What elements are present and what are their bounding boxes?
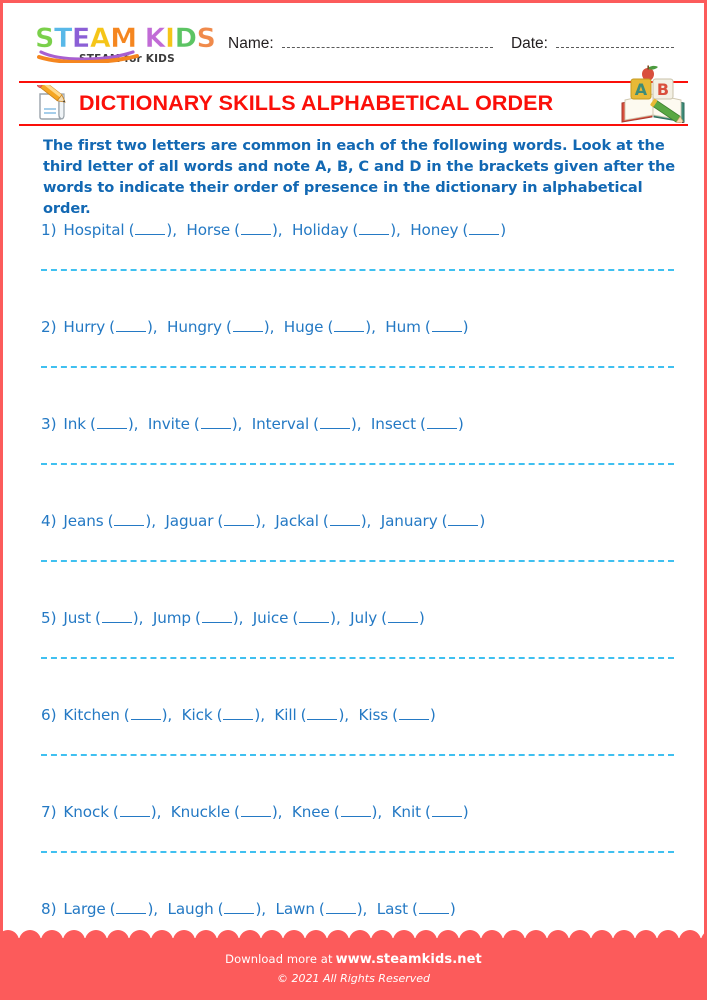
question-word: Honey	[410, 221, 459, 239]
question-word: Just	[63, 609, 91, 627]
answer-blank[interactable]	[135, 223, 165, 235]
answer-blank[interactable]	[307, 708, 337, 720]
scallop-edge	[3, 929, 707, 949]
bracket-close: ),	[350, 415, 371, 433]
answer-blank[interactable]	[432, 320, 462, 332]
name-date-fields	[228, 25, 704, 53]
footer-site-link[interactable]: www.steamkids.net	[335, 952, 482, 967]
logo-letter-d-7: D	[174, 23, 197, 54]
answer-blank[interactable]	[326, 902, 356, 914]
logo-swoosh-icon	[37, 49, 228, 60]
answer-blank[interactable]	[201, 417, 231, 429]
question-word: January	[380, 512, 438, 530]
logo-letter-t-1: T	[53, 23, 72, 54]
bracket-close: ),	[365, 318, 386, 336]
question-word: Jeans	[63, 512, 104, 530]
date-label: Date:	[510, 35, 548, 52]
logo-letter-i-6: I	[165, 23, 175, 54]
answer-blank[interactable]	[399, 708, 429, 720]
question-number: 6)	[41, 706, 57, 724]
questions-list	[3, 213, 704, 989]
question-row	[3, 310, 704, 407]
question-word: Hungry	[167, 318, 222, 336]
bracket-close: ),	[271, 803, 292, 821]
answer-blank[interactable]	[102, 611, 132, 623]
logo-letter-s-8: S	[196, 23, 216, 54]
page-title: DICTIONARY SKILLS ALPHABETICAL ORDER	[79, 90, 554, 115]
bracket-open: (	[318, 900, 325, 918]
answer-blank[interactable]	[131, 708, 161, 720]
question-word: Invite	[147, 415, 190, 433]
bracket-close: ),	[231, 415, 252, 433]
question-word: Hurry	[63, 318, 106, 336]
question-number: 3)	[41, 415, 57, 433]
bracket-close: ),	[371, 803, 392, 821]
bracket-open: (	[292, 609, 299, 627]
question-number: 1)	[41, 221, 57, 239]
question-number: 8)	[41, 900, 57, 918]
question-word: Knuckle	[170, 803, 230, 821]
answer-blank[interactable]	[330, 514, 360, 526]
bracket-close: ),	[145, 512, 166, 530]
question-word: Knock	[63, 803, 109, 821]
bracket-close: ),	[146, 318, 167, 336]
bracket-open: (	[234, 803, 240, 821]
answer-blank[interactable]	[432, 805, 462, 817]
question-line	[41, 803, 684, 821]
svg-text:B: B	[656, 80, 670, 99]
question-word: Knee	[291, 803, 330, 821]
bracket-close: )	[479, 512, 486, 530]
question-word: Kick	[181, 706, 213, 724]
question-word: Laugh	[167, 900, 214, 918]
bracket-close: )	[449, 900, 456, 918]
bracket-close: ),	[127, 415, 148, 433]
bracket-open: (	[462, 221, 469, 239]
instructions-text: The first two letters are common in each of the following words. Look at the third letter of all words and note A, B, C and D in the brackets given after the words to indicate their order of presence in the dictionary in alphabetical order.	[43, 137, 676, 217]
bracket-close: )	[462, 803, 469, 821]
abc-book-icon	[618, 65, 690, 123]
question-row	[3, 407, 704, 504]
bracket-close: ),	[150, 803, 171, 821]
question-number: 4)	[41, 512, 57, 530]
question-row	[3, 504, 704, 601]
bracket-close: ),	[161, 706, 182, 724]
logo-letter-k-5: K	[144, 23, 166, 54]
question-number: 2)	[41, 318, 57, 336]
logo-wordmark	[35, 25, 228, 52]
question-word: Jackal	[275, 512, 319, 530]
question-separator	[41, 851, 674, 853]
question-separator	[41, 657, 674, 659]
name-input[interactable]	[282, 36, 493, 48]
bracket-close: )	[457, 415, 464, 433]
answer-blank[interactable]	[320, 417, 350, 429]
bracket-open: (	[381, 609, 387, 627]
question-line	[41, 609, 684, 627]
answer-blank[interactable]	[359, 223, 389, 235]
answer-blank[interactable]	[341, 805, 371, 817]
question-word: Horse	[186, 221, 231, 239]
answer-blank[interactable]	[241, 223, 271, 235]
worksheet-header	[3, 25, 704, 77]
logo-letter-e-2: E	[71, 23, 90, 54]
question-row	[3, 698, 704, 795]
question-row	[3, 213, 704, 310]
question-word: Hospital	[63, 221, 125, 239]
bracket-close: ),	[330, 609, 351, 627]
bracket-open: (	[424, 318, 431, 336]
bracket-open: (	[441, 512, 448, 530]
question-word: Kitchen	[63, 706, 120, 724]
steam-kids-logo	[3, 25, 228, 65]
date-input[interactable]	[556, 36, 674, 48]
bracket-open: (	[234, 221, 240, 239]
question-row	[3, 795, 704, 892]
name-label: Name:	[228, 35, 274, 52]
bracket-open: (	[352, 221, 359, 239]
answer-blank[interactable]	[427, 417, 457, 429]
question-word: Interval	[251, 415, 310, 433]
bracket-close: ),	[255, 512, 276, 530]
bracket-open: (	[225, 318, 232, 336]
bracket-close: ),	[254, 706, 275, 724]
bracket-close: )	[462, 318, 469, 336]
question-number: 5)	[41, 609, 57, 627]
bracket-close: ),	[166, 221, 187, 239]
bracket-close: ),	[271, 221, 292, 239]
logo-letter-s-0: S	[35, 23, 54, 54]
bracket-open: (	[194, 609, 201, 627]
bracket-close: ),	[255, 900, 276, 918]
question-word: Ink	[63, 415, 86, 433]
answer-blank[interactable]	[120, 805, 150, 817]
answer-blank[interactable]	[116, 320, 146, 332]
question-word: Kill	[274, 706, 297, 724]
bracket-open: (	[424, 803, 431, 821]
question-number: 7)	[41, 803, 57, 821]
question-word: Last	[376, 900, 408, 918]
logo-letter-m-4: M	[110, 23, 137, 54]
bracket-open: (	[123, 706, 130, 724]
bracket-open: (	[217, 512, 224, 530]
answer-blank[interactable]	[97, 417, 127, 429]
question-line	[41, 318, 684, 336]
question-word: Holiday	[291, 221, 349, 239]
question-word: Kiss	[358, 706, 389, 724]
bracket-open: (	[412, 900, 418, 918]
question-line	[41, 415, 684, 433]
bracket-open: (	[107, 512, 114, 530]
bracket-open: (	[300, 706, 307, 724]
answer-blank[interactable]	[202, 611, 232, 623]
question-word: July	[350, 609, 378, 627]
bracket-open: (	[112, 803, 119, 821]
bracket-open: (	[109, 318, 115, 336]
title-band	[3, 83, 704, 123]
question-word: Huge	[283, 318, 324, 336]
question-line	[41, 512, 684, 530]
question-word: Juice	[252, 609, 289, 627]
bracket-open: (	[327, 318, 334, 336]
answer-blank[interactable]	[299, 611, 329, 623]
bracket-close: ),	[356, 900, 377, 918]
answer-blank[interactable]	[224, 514, 254, 526]
bracket-close: ),	[132, 609, 153, 627]
bracket-open: (	[420, 415, 426, 433]
answer-blank[interactable]	[224, 902, 254, 914]
bracket-open: (	[90, 415, 96, 433]
answer-blank[interactable]	[116, 902, 146, 914]
bracket-close: ),	[390, 221, 411, 239]
question-separator	[41, 269, 674, 271]
header-rule-bottom	[19, 124, 688, 126]
question-separator	[41, 560, 674, 562]
worksheet-footer	[3, 938, 704, 1000]
answer-blank[interactable]	[469, 223, 499, 235]
logo-letter-a-3: A	[89, 23, 111, 54]
svg-text:A: A	[634, 80, 648, 99]
answer-blank[interactable]	[419, 902, 449, 914]
question-word: Insect	[370, 415, 416, 433]
answer-blank[interactable]	[334, 320, 364, 332]
bracket-open: (	[322, 512, 329, 530]
question-line	[41, 221, 684, 239]
bracket-close: ),	[263, 318, 284, 336]
footer-copyright: © 2021 All Rights Reserved	[276, 972, 430, 985]
answer-blank[interactable]	[223, 708, 253, 720]
answer-blank[interactable]	[241, 805, 271, 817]
pencil-notepad-icon	[31, 85, 69, 121]
bracket-close: ),	[360, 512, 381, 530]
question-word: Jaguar	[165, 512, 214, 530]
question-word: Lawn	[275, 900, 315, 918]
bracket-close: ),	[232, 609, 253, 627]
bracket-close: ),	[338, 706, 359, 724]
question-word: Large	[63, 900, 106, 918]
bracket-close: )	[500, 221, 507, 239]
bracket-open: (	[216, 706, 223, 724]
bracket-open: (	[313, 415, 319, 433]
answer-blank[interactable]	[448, 514, 478, 526]
bracket-open: (	[109, 900, 116, 918]
logo-tagline: STEAM for KIDS	[79, 53, 175, 65]
answer-blank[interactable]	[233, 320, 263, 332]
question-separator	[41, 463, 674, 465]
question-separator	[41, 754, 674, 756]
bracket-close: )	[429, 706, 436, 724]
question-row	[3, 601, 704, 698]
question-line	[41, 706, 684, 724]
answer-blank[interactable]	[114, 514, 144, 526]
bracket-open: (	[333, 803, 340, 821]
bracket-open: (	[217, 900, 224, 918]
question-separator	[41, 366, 674, 368]
bracket-close: )	[418, 609, 425, 627]
question-word: Knit	[391, 803, 421, 821]
bracket-open: (	[193, 415, 200, 433]
bracket-open: (	[392, 706, 398, 724]
answer-blank[interactable]	[388, 611, 418, 623]
bracket-open: (	[128, 221, 135, 239]
question-line	[41, 900, 684, 918]
question-word: Jump	[152, 609, 191, 627]
footer-download-prefix: Download more at	[225, 952, 333, 966]
question-word: Hum	[385, 318, 421, 336]
bracket-open: (	[94, 609, 101, 627]
bracket-close: ),	[147, 900, 168, 918]
